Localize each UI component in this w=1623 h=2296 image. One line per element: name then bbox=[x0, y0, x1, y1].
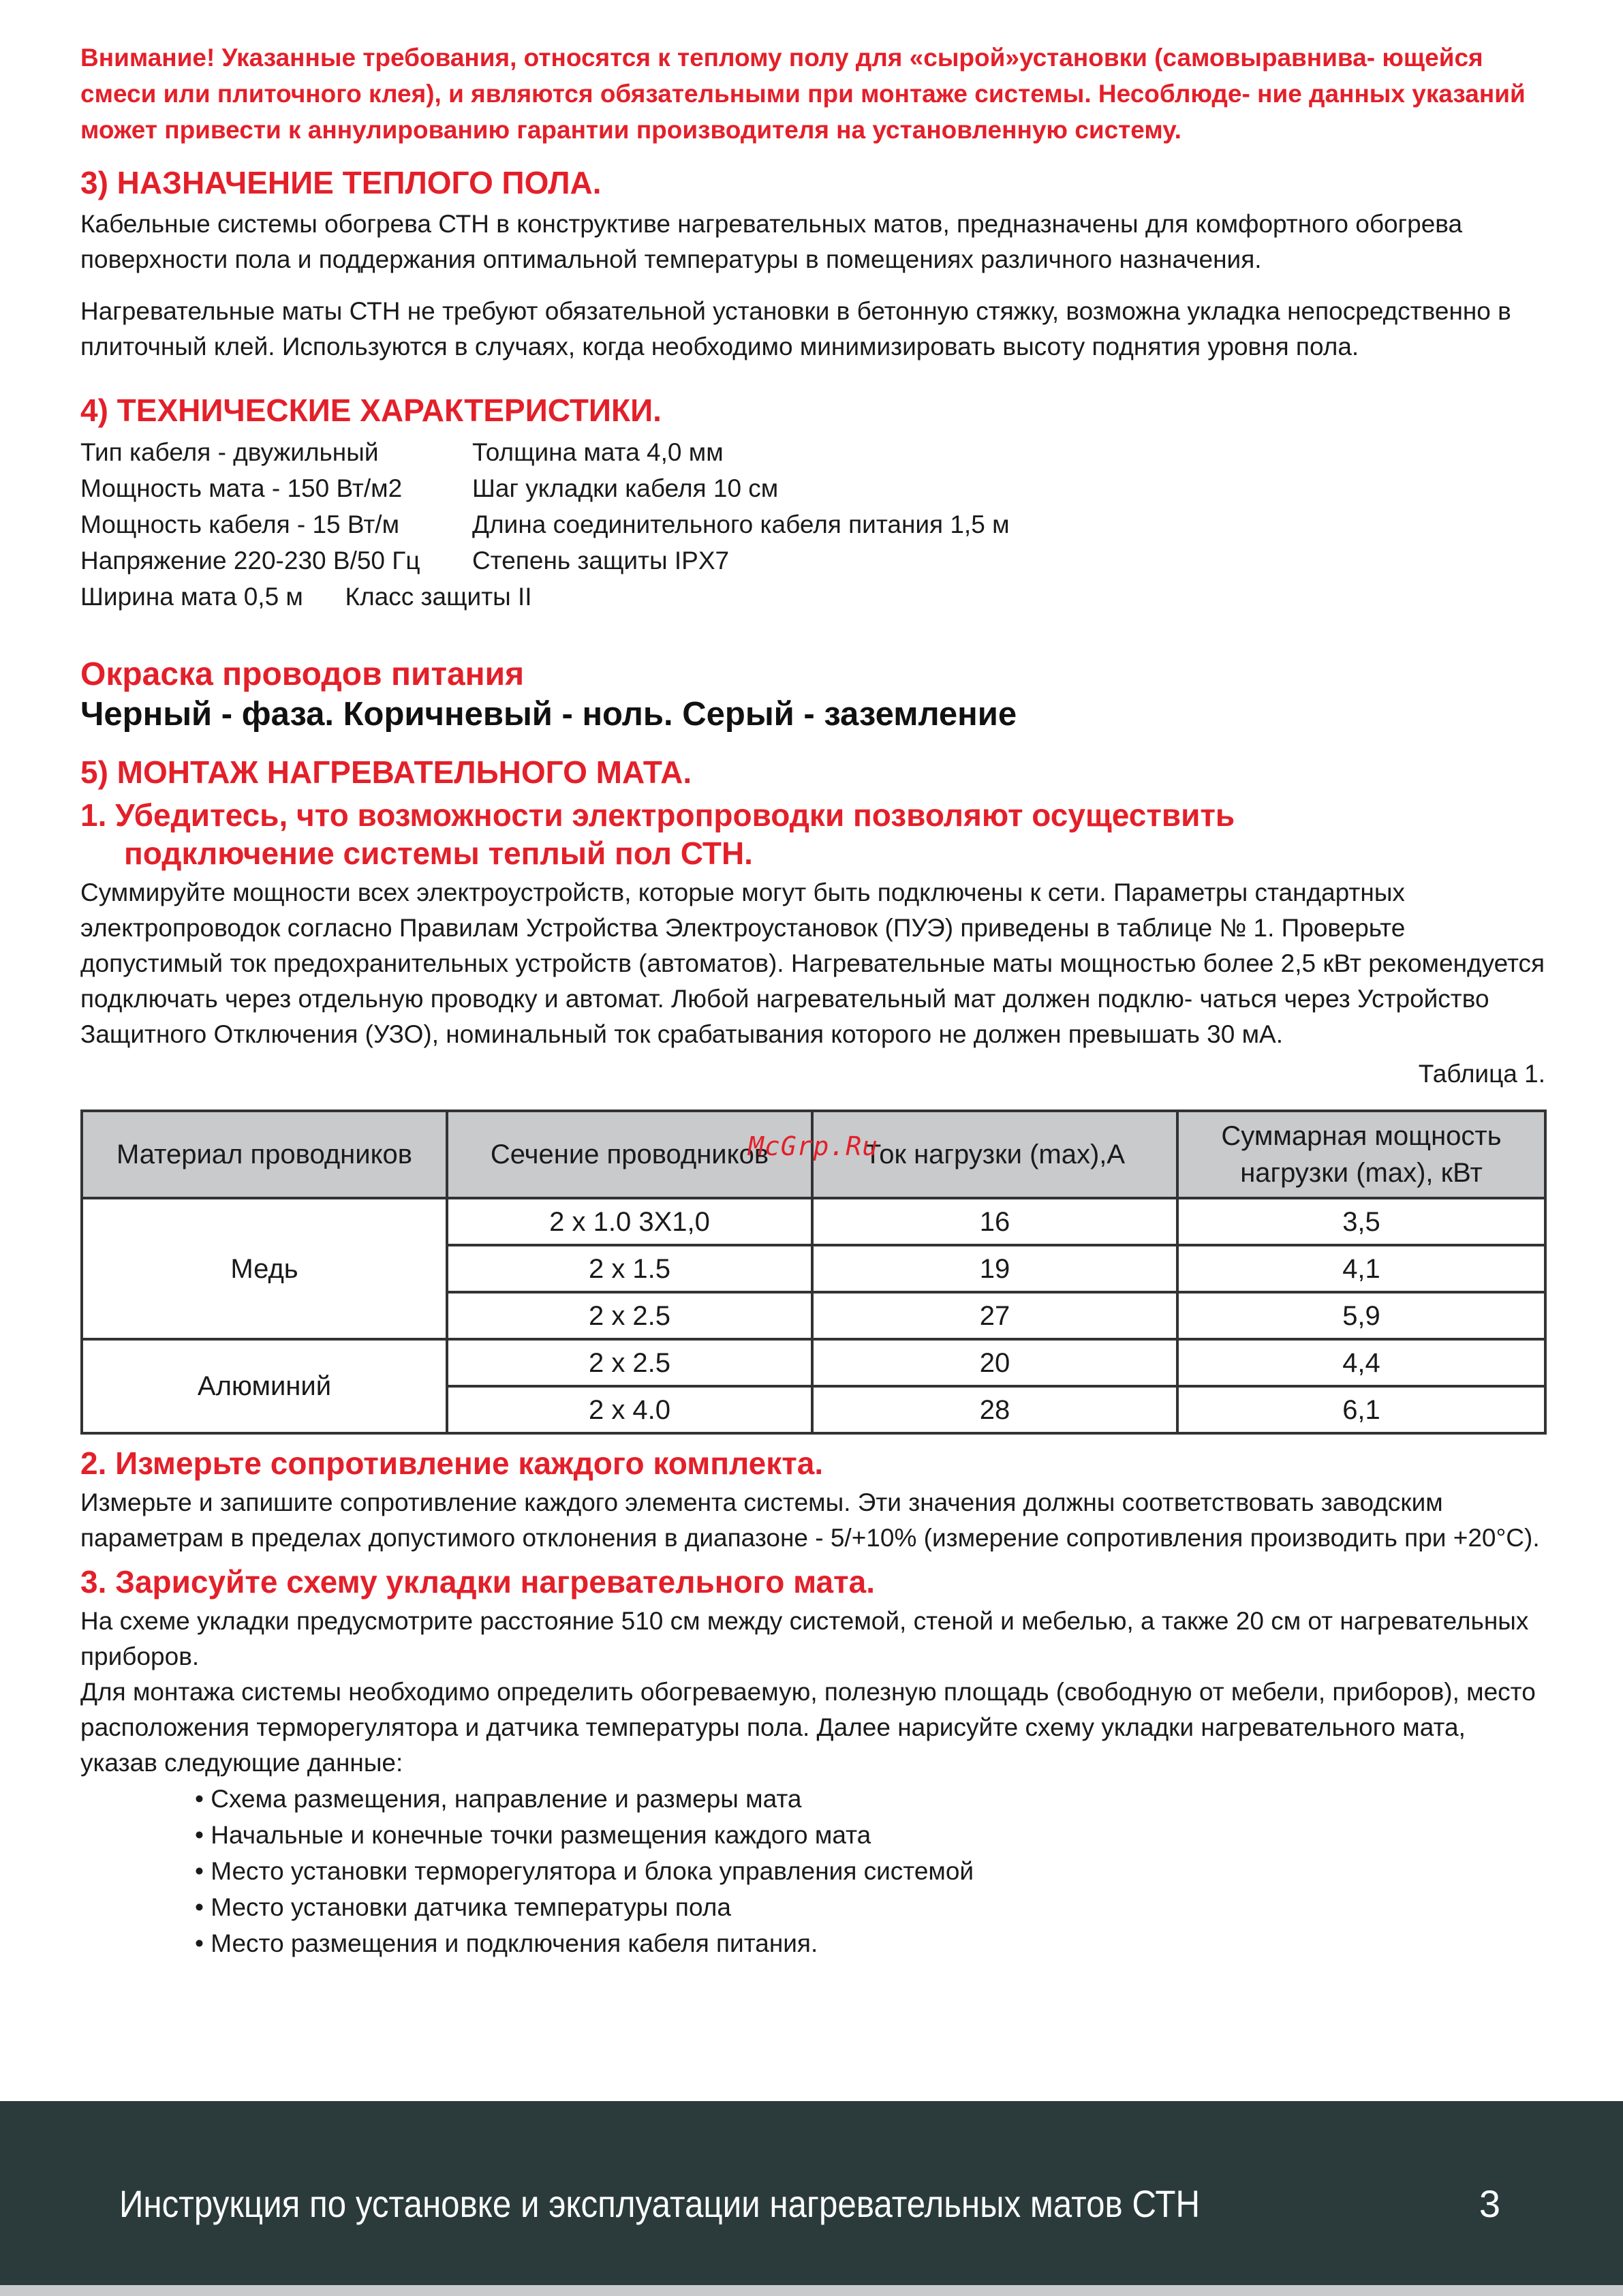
list-item: • Начальные и конечные точки размещения каждого мата bbox=[195, 1817, 1545, 1853]
table-header: Суммарная мощность нагрузки (max), кВт bbox=[1177, 1111, 1545, 1198]
step-1-text: Суммируйте мощности всех электроустройств, которые могут быть подключены к сети. Параметры стандартных электропроводок согласно Правилам Устройства Электроустановок (ПУЭ) приведены в таблице № 1. Проверьте допустимый ток предохранительных устройств (автоматов). Нагревательные маты мощностью более 2,5 кВт рекомендуется подключать через отдельную проводку и автомат. Любой нагревательный мат должен подклю- чаться через Устройство Защитного Отключения (УЗО), номинальный ток срабатывания которого не должен превышать 30 мА. bbox=[80, 878, 1545, 1048]
footer-title: Инструкция по установке и эксплуатации нагревательных матов СТН bbox=[119, 2182, 1201, 2225]
step-1-title bbox=[80, 796, 1545, 872]
step-3-paragraph-1: На схеме укладки предусмотрите расстояние 510 см между системой, стеной и мебелью, а также 20 см от нагревательных приборов. bbox=[80, 1607, 1529, 1670]
list-item: • Место установки датчика температуры пола bbox=[195, 1889, 1545, 1925]
table-cell: 27 bbox=[812, 1292, 1177, 1339]
table-cell: 6,1 bbox=[1177, 1386, 1545, 1433]
spec-item: Длина соединительного кабеля питания 1,5 м bbox=[472, 510, 1010, 538]
wire-colors-title: Окраска проводов питания bbox=[80, 656, 525, 692]
spec-item: Толщина мата 4,0 мм bbox=[472, 438, 724, 466]
step-3-title: 3. Зарисуйте схему укладки нагревательного мата. bbox=[80, 1564, 875, 1599]
spec-item: Ширина мата 0,5 м Класс защиты II bbox=[80, 583, 532, 611]
layout-checklist bbox=[80, 1781, 1545, 1961]
table-cell: 2 x 2.5 bbox=[447, 1339, 812, 1386]
section-4-title: 4) ТЕХНИЧЕСКИЕ ХАРАКТЕРИСТИКИ. bbox=[80, 393, 662, 428]
table-cell: 20 bbox=[812, 1339, 1177, 1386]
page-content bbox=[80, 40, 1545, 1961]
spec-row bbox=[80, 542, 1545, 579]
table-caption: Таблица 1. bbox=[1418, 1060, 1545, 1088]
watermark: McGrp.Ru bbox=[748, 1131, 879, 1161]
table-cell: 28 bbox=[812, 1386, 1177, 1433]
table-header: Материал проводников bbox=[82, 1111, 447, 1198]
spec-item: Мощность кабеля - 15 Вт/м bbox=[80, 510, 400, 538]
table-cell-material: Медь bbox=[82, 1198, 447, 1339]
spec-row bbox=[80, 470, 1545, 506]
section-5-title: 5) МОНТАЖ НАГРЕВАТЕЛЬНОГО МАТА. bbox=[80, 754, 692, 790]
list-item: • Схема размещения, направление и размеры мата bbox=[195, 1781, 1545, 1817]
table-cell: 2 x 1.5 bbox=[447, 1245, 812, 1292]
table-cell: 2 x 2.5 bbox=[447, 1292, 812, 1339]
footer-band bbox=[0, 2285, 1623, 2296]
table-row bbox=[82, 1198, 1545, 1245]
section-3-title: 3) НАЗНАЧЕНИЕ ТЕПЛОГО ПОЛА. bbox=[80, 165, 602, 200]
spec-row bbox=[80, 579, 1545, 615]
table-cell: 2 x 1.0 3X1,0 bbox=[447, 1198, 812, 1245]
step-3-paragraph-2: Для монтажа системы необходимо определить обогреваемую, полезную площадь (свободную от мебели, приборов), место расположения терморегулятора и датчика температуры пола. Далее нарисуйте схему укладки нагревательного мата, указав следующие данные: bbox=[80, 1678, 1536, 1777]
list-item: • Место размещения и подключения кабеля питания. bbox=[195, 1925, 1545, 1961]
step-1-title-line-2: подключение системы теплый пол СТН. bbox=[124, 836, 753, 871]
table-header: Сечение проводников bbox=[447, 1111, 812, 1198]
table-cell-material: Алюминий bbox=[82, 1339, 447, 1433]
spec-item: Напряжение 220-230 В/50 Гц bbox=[80, 547, 420, 575]
section-3-paragraph-2: Нагревательные маты СТН не требуют обязательной установки в бетонную стяжку, возможна укладка непосредственно в плиточный клей. Используются в случаях, когда необходимо минимизировать высоту поднятия уровня пола. bbox=[80, 297, 1511, 361]
table-cell: 4,1 bbox=[1177, 1245, 1545, 1292]
spec-item: Мощность мата - 150 Вт/м2 bbox=[80, 474, 403, 502]
page-footer bbox=[0, 2101, 1623, 2296]
step-1-title-line-1: 1. Убедитесь, что возможности электропроводки позволяют осуществить bbox=[80, 797, 1235, 833]
spec-item: Степень защиты IPX7 bbox=[472, 547, 730, 575]
step-2-title: 2. Измерьте сопротивление каждого комплекта. bbox=[80, 1445, 824, 1481]
step-2-text: Измерьте и запишите сопротивление каждого элемента системы. Эти значения должны соответствовать заводским параметрам в пределах допустимого отклонения в диапазоне - 5/+10% (измерение сопротивления производить при +20°С). bbox=[80, 1488, 1540, 1552]
table-cell: 16 bbox=[812, 1198, 1177, 1245]
warning-text: Внимание! Указанные требования, относятся к теплому полу для «сырой»установки (самовыравнива- ющейся смеси или плиточного клея), и являются обязательными при монтаже системы. Несоблюде- ние данных указаний может привести к аннулированию гарантии производителя на установленную систему. bbox=[80, 44, 1526, 144]
wire-colors-text: Черный - фаза. Коричневый - ноль. Серый - заземление bbox=[80, 696, 1017, 733]
table-row bbox=[82, 1339, 1545, 1386]
table-header: Ток нагрузки (max),А bbox=[812, 1111, 1177, 1198]
page-number: 3 bbox=[1479, 2182, 1500, 2225]
spec-item: Тип кабеля - двужильный bbox=[80, 438, 379, 466]
table-cell: 5,9 bbox=[1177, 1292, 1545, 1339]
section-3-paragraph-1: Кабельные системы обогрева СТН в конструктиве нагревательных матов, предназначены для комфортного обогрева поверхности пола и поддержания оптимальной температуры в помещениях различного назначения. bbox=[80, 210, 1463, 273]
spec-row bbox=[80, 506, 1545, 542]
spec-item: Шаг укладки кабеля 10 см bbox=[472, 474, 779, 502]
list-item: • Место установки терморегулятора и блока управления системой bbox=[195, 1853, 1545, 1889]
spec-list bbox=[80, 434, 1545, 615]
spec-row bbox=[80, 434, 1545, 470]
table-cell: 2 x 4.0 bbox=[447, 1386, 812, 1433]
table-cell: 3,5 bbox=[1177, 1198, 1545, 1245]
table-cell: 4,4 bbox=[1177, 1339, 1545, 1386]
table-cell: 19 bbox=[812, 1245, 1177, 1292]
